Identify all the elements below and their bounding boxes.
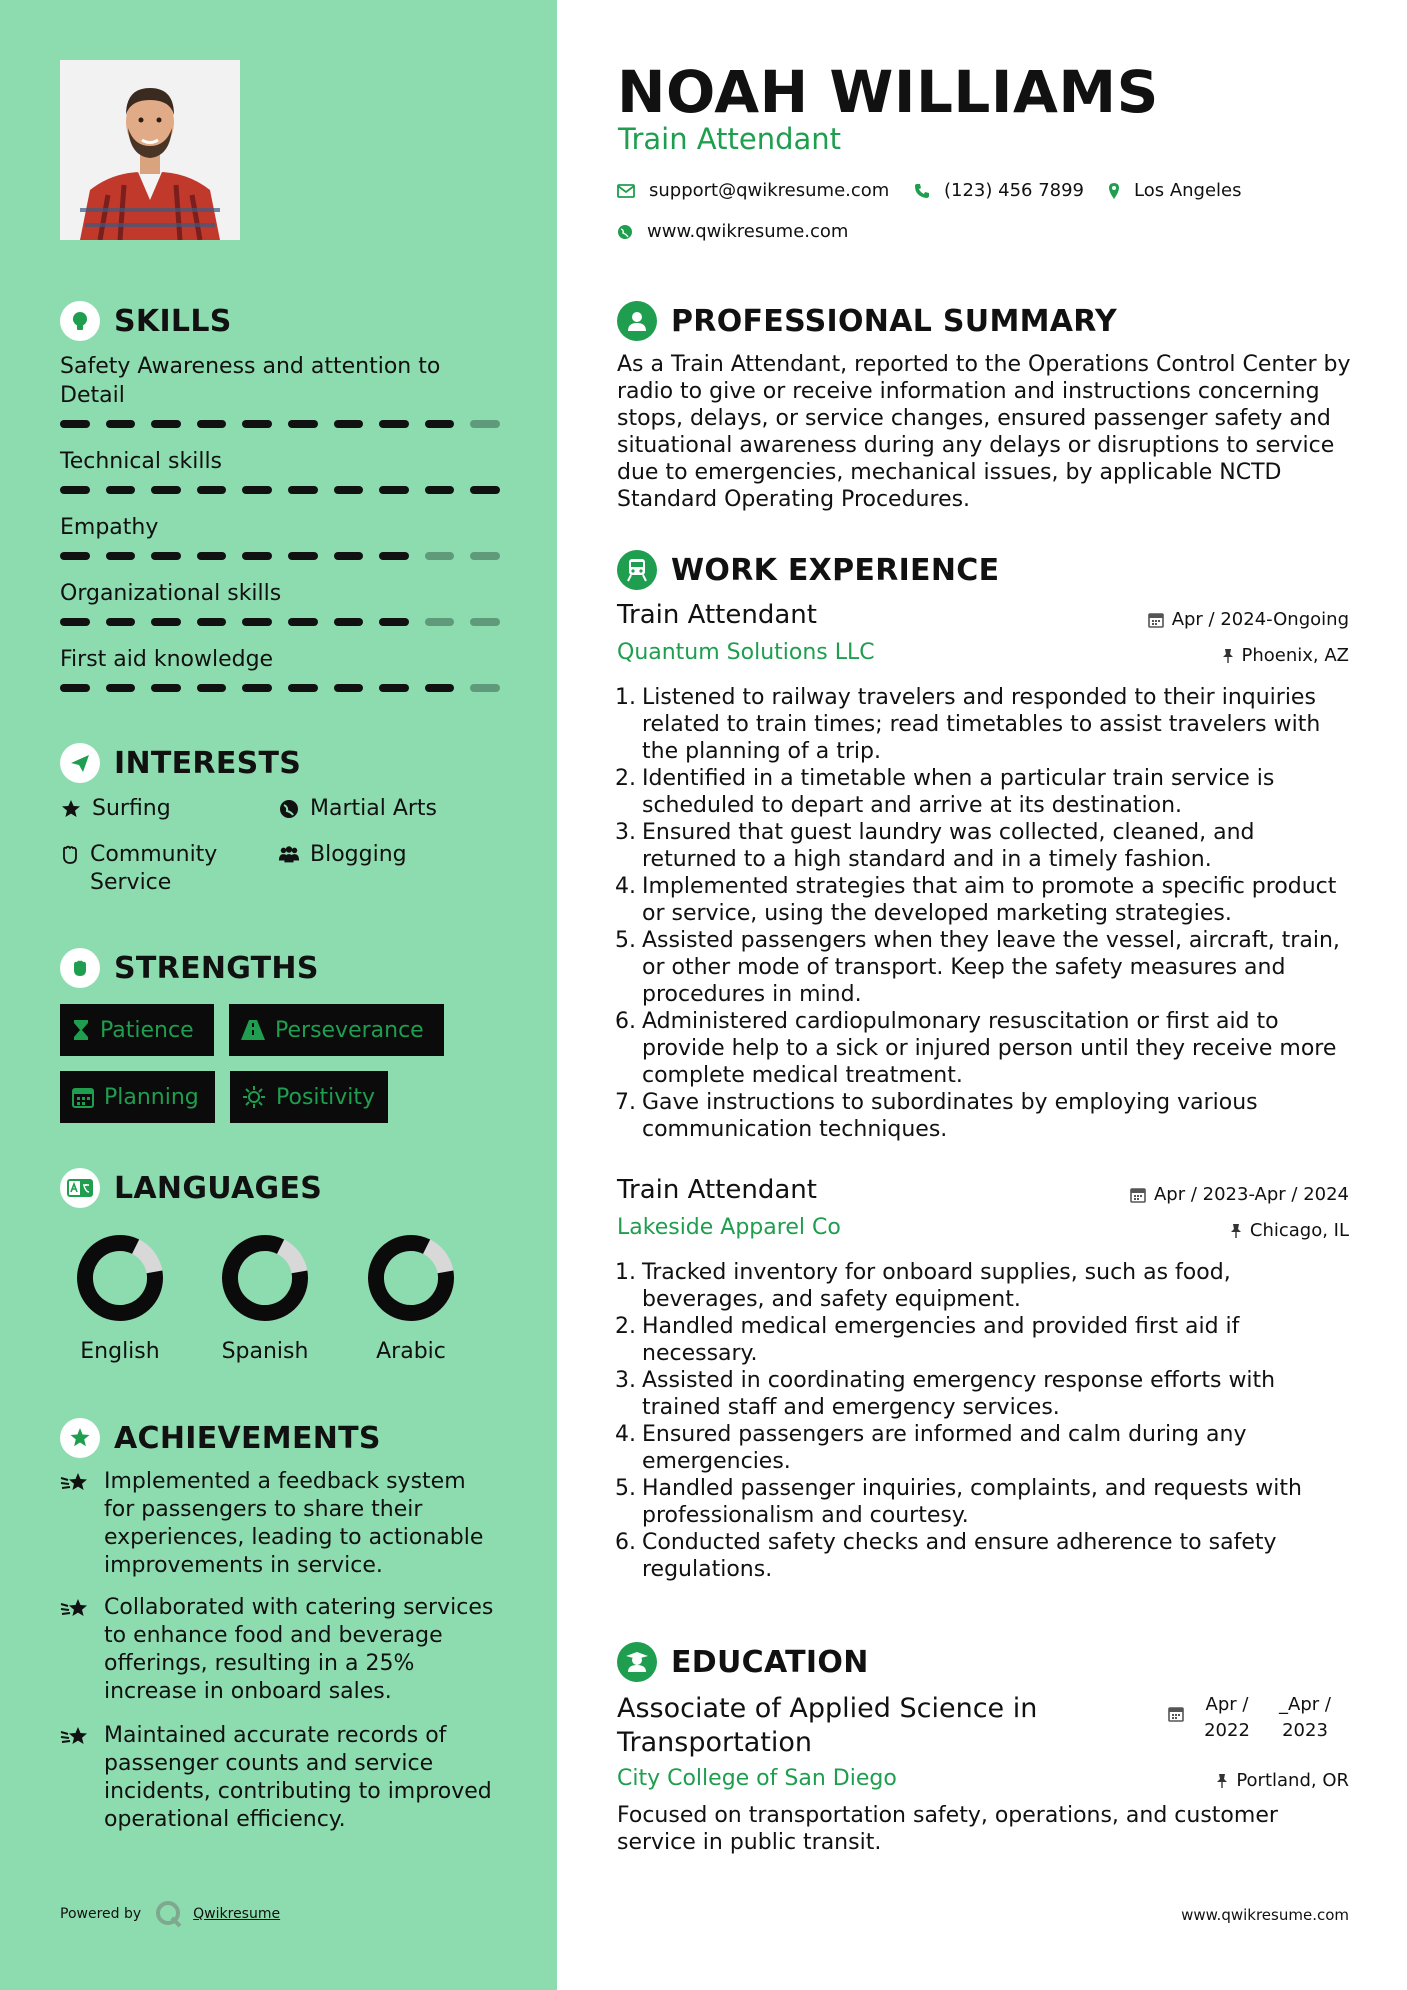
language-item <box>50 1233 190 1364</box>
skill-dash <box>425 618 455 626</box>
skill-dash <box>334 618 364 626</box>
summary-text: As a Train Attendant, reported to the Operations Control Center by radio to give or receive information and instructions concerning stops, delays, or service changes, ensured passenger safety and situational awareness during any delays or disruptions to service due to emergencies, mechanical issues, by applicable NCTD Standard Operating Procedures. <box>617 352 1351 512</box>
hand-icon <box>60 841 80 869</box>
interest-label: Martial Arts <box>310 796 438 821</box>
skill-dash <box>470 684 500 692</box>
skill-dash <box>197 420 227 428</box>
train-icon <box>617 550 657 590</box>
pushpin-icon <box>1222 648 1234 664</box>
skill-dash <box>470 486 500 494</box>
interest-label: Community Service <box>90 842 218 895</box>
strengths-heading <box>60 948 319 988</box>
award-star-icon <box>60 1418 100 1458</box>
experience-heading <box>617 550 999 590</box>
skill-dash <box>288 552 318 560</box>
strength-label: Positivity <box>276 1084 376 1110</box>
education-start: Apr / 2022 <box>1204 1694 1250 1741</box>
skill-dash <box>288 618 318 626</box>
company-name: Lakeside Apparel Co <box>617 1215 841 1240</box>
achievements-heading <box>60 1418 381 1458</box>
profile-photo <box>60 60 240 240</box>
languages-heading <box>60 1168 322 1208</box>
duty-item: 5. Handled passenger inquiries, complaints, and requests with professionalism and courtesy. <box>612 1475 1352 1529</box>
duty-item: 3. Ensured that guest laundry was collected, cleaned, and returned to a high standard and in a timely fashion. <box>612 819 1352 873</box>
powered-by <box>60 1900 280 1928</box>
skill-dash <box>334 486 364 494</box>
skill-dash <box>60 486 90 494</box>
duty-item: 6. Conducted safety checks and ensure adherence to safety regulations. <box>612 1529 1352 1583</box>
achievement-text: Implemented a feedback system for passengers to share their experiences, leading to actionable improvements in service. <box>104 1469 484 1578</box>
achievement-item <box>60 1722 500 1834</box>
skill-name: Organizational skills <box>60 581 282 606</box>
skill-dash <box>334 420 364 428</box>
skill-level-bar <box>60 684 500 692</box>
skill-level-bar <box>60 420 500 428</box>
graduate-icon <box>617 1642 657 1682</box>
skill-dash <box>334 684 364 692</box>
section-title: STRENGTHS <box>114 950 319 986</box>
skill-dash <box>60 420 90 428</box>
skill-dash <box>425 684 455 692</box>
globe-icon <box>617 224 633 240</box>
job-location-text: Phoenix, AZ <box>1241 645 1349 666</box>
skill-dash <box>106 486 136 494</box>
paper-plane-icon <box>60 743 100 783</box>
shooting-star-icon <box>60 1468 94 1580</box>
skill-dash <box>288 684 318 692</box>
strength-badge <box>229 1004 444 1056</box>
skill-dash <box>242 552 272 560</box>
duty-item: 1. Tracked inventory for onboard supplies, such as food, beverages, and safety equipment. <box>612 1259 1352 1313</box>
pushpin-icon <box>1230 1223 1242 1239</box>
sun-icon <box>242 1085 266 1109</box>
skill-dash <box>197 618 227 626</box>
skill-dash <box>151 684 181 692</box>
interest-label: Blogging <box>310 842 407 867</box>
strength-badge <box>60 1071 215 1123</box>
skill-dash <box>288 420 318 428</box>
strength-label: Perseverance <box>275 1017 424 1043</box>
star-icon <box>60 795 82 823</box>
skill-dash <box>151 486 181 494</box>
skill-dash <box>379 618 409 626</box>
footer-url[interactable]: www.qwikresume.com <box>1181 1906 1349 1924</box>
skill-dash <box>197 552 227 560</box>
skill-dash <box>470 420 500 428</box>
skill-item <box>60 513 500 560</box>
envelope-icon <box>617 184 635 198</box>
lightbulb-icon <box>60 301 100 341</box>
skill-dash <box>60 552 90 560</box>
skill-dash <box>151 420 181 428</box>
contact-location <box>1108 180 1242 201</box>
strength-label: Planning <box>104 1084 199 1110</box>
powered-by-label: Powered by <box>60 1906 142 1922</box>
section-title: ACHIEVEMENTS <box>114 1420 381 1456</box>
globe-icon <box>278 795 300 823</box>
skill-item <box>60 645 500 692</box>
duty-item: 4. Ensured passengers are informed and calm during any emergencies. <box>612 1421 1352 1475</box>
strength-label: Patience <box>100 1017 194 1043</box>
duty-text: Assisted in coordinating emergency response efforts with trained staff and emergency services. <box>642 1368 1276 1420</box>
job-dates <box>1130 1184 1349 1205</box>
skill-level-bar <box>60 552 500 560</box>
fist-icon <box>60 948 100 988</box>
skill-dash <box>425 486 455 494</box>
duty-item: 7. Gave instructions to subordinates by employing various communication techniques. <box>612 1089 1352 1143</box>
pushpin-icon <box>1216 1773 1228 1789</box>
skill-dash <box>106 684 136 692</box>
qwikresume-link[interactable]: Qwikresume <box>193 1906 281 1922</box>
duty-item: 5. Assisted passengers when they leave the vessel, aircraft, train, or other mode of transport. Keep the safety measures and procedures in mind. <box>612 927 1352 1008</box>
education-end: _Apr / 2023 <box>1279 1694 1331 1741</box>
skill-item <box>60 579 500 626</box>
education-location <box>1216 1770 1349 1791</box>
duties-list <box>612 1259 1352 1583</box>
interest-item <box>278 841 407 869</box>
phone-icon <box>914 183 930 199</box>
candidate-role: Train Attendant <box>618 122 842 156</box>
skill-dash <box>242 618 272 626</box>
skill-dash <box>106 552 136 560</box>
skill-dash <box>425 552 455 560</box>
skill-dash <box>60 618 90 626</box>
duty-text: Handled passenger inquiries, complaints, and requests with professionalism and courtesy. <box>642 1476 1302 1528</box>
phone-text: (123) 456 7899 <box>944 180 1085 201</box>
achievement-text: Maintained accurate records of passenger counts and service incidents, contributing to improved operational efficiency. <box>104 1723 492 1832</box>
skill-dash <box>60 684 90 692</box>
skill-dash <box>470 618 500 626</box>
candidate-name: NOAH WILLIAMS <box>617 58 1159 126</box>
section-title: WORK EXPERIENCE <box>671 552 1000 588</box>
skill-dash <box>151 618 181 626</box>
language-name: English <box>80 1339 160 1364</box>
strength-badge <box>60 1004 214 1056</box>
skill-dash <box>197 486 227 494</box>
interest-item <box>278 795 437 823</box>
achievement-item <box>60 1594 500 1706</box>
job-location <box>1230 1220 1349 1241</box>
hourglass-icon <box>72 1019 90 1041</box>
skill-name: First aid knowledge <box>60 647 274 672</box>
duty-text: Handled medical emergencies and provided first aid if necessary. <box>642 1314 1240 1366</box>
interests-heading <box>60 743 301 783</box>
education-description: Focused on transportation safety, operations, and customer service in public transit. <box>617 1803 1278 1855</box>
duty-text: Tracked inventory for onboard supplies, such as food, beverages, and safety equipment. <box>642 1260 1231 1312</box>
skill-dash <box>288 486 318 494</box>
skill-level-bar <box>60 486 500 494</box>
skill-dash <box>334 552 364 560</box>
contact-email <box>617 180 889 201</box>
achievement-text: Collaborated with catering services to enhance food and beverage offerings, resulting in a 25% increase in onboard sales. <box>104 1595 494 1704</box>
language-item <box>195 1233 335 1364</box>
skill-dash <box>151 552 181 560</box>
shooting-star-icon <box>60 1722 94 1834</box>
map-pin-icon <box>1108 182 1120 200</box>
skill-dash <box>379 552 409 560</box>
language-level-ring <box>75 1233 165 1323</box>
shooting-star-icon <box>60 1594 94 1706</box>
contact-phone <box>914 180 1084 201</box>
duty-text: Identified in a timetable when a particular train service is scheduled to depart and arrive at its destination. <box>642 766 1275 818</box>
language-name: Arabic <box>376 1339 446 1364</box>
section-title: SKILLS <box>114 303 232 339</box>
skill-dash <box>242 684 272 692</box>
duty-item: 4. Implemented strategies that aim to promote a specific product or service, using the developed marketing strategies. <box>612 873 1352 927</box>
duty-item: 3. Assisted in coordinating emergency response efforts with trained staff and emergency services. <box>612 1367 1352 1421</box>
achievement-item <box>60 1468 500 1580</box>
duty-text: Conducted safety checks and ensure adherence to safety regulations. <box>642 1530 1277 1582</box>
language-item <box>341 1233 481 1364</box>
skill-dash <box>379 684 409 692</box>
skill-dash <box>106 618 136 626</box>
interest-item <box>60 841 250 897</box>
calendar-icon <box>1148 612 1164 628</box>
section-title: EDUCATION <box>671 1644 869 1680</box>
language-level-ring <box>220 1233 310 1323</box>
users-icon <box>278 841 300 869</box>
skills-heading <box>60 301 232 341</box>
job-location-text: Chicago, IL <box>1249 1220 1349 1241</box>
skill-dash <box>470 552 500 560</box>
road-icon <box>241 1020 265 1040</box>
degree-title: Associate of Applied Science in Transportation <box>617 1693 1038 1758</box>
duty-text: Implemented strategies that aim to promote a specific product or service, using the developed marketing strategies. <box>642 874 1337 926</box>
duty-item: 2. Identified in a timetable when a particular train service is scheduled to depart and arrive at its destination. <box>612 765 1352 819</box>
education-dates <box>1168 1692 1340 1744</box>
translate-icon <box>60 1168 100 1208</box>
strength-badge <box>230 1071 388 1123</box>
skill-name: Safety Awareness and attention to Detail <box>60 354 441 408</box>
school-name: City College of San Diego <box>617 1766 897 1791</box>
section-title: LANGUAGES <box>114 1170 323 1206</box>
location-text: Los Angeles <box>1134 180 1242 201</box>
duty-item: 2. Handled medical emergencies and provided first aid if necessary. <box>612 1313 1352 1367</box>
duty-text: Ensured passengers are informed and calm during any emergencies. <box>642 1422 1247 1474</box>
job-title: Train Attendant <box>617 600 817 630</box>
skill-dash <box>379 420 409 428</box>
website-text[interactable]: www.qwikresume.com <box>647 221 849 242</box>
interest-label: Surfing <box>92 796 171 821</box>
qwikresume-logo-icon <box>155 1900 183 1928</box>
calendar-icon <box>1168 1706 1184 1722</box>
job-dates-text: Apr / 2023-Apr / 2024 <box>1153 1184 1349 1205</box>
skill-dash <box>197 684 227 692</box>
duty-text: Gave instructions to subordinates by employing various communication techniques. <box>642 1090 1258 1142</box>
calendar-icon <box>1130 1187 1146 1203</box>
contact-website <box>617 221 848 242</box>
duty-text: Administered cardiopulmonary resuscitation or first aid to provide help to a sick or injured person until they receive more complete medical treatment. <box>642 1009 1337 1088</box>
skill-dash <box>425 420 455 428</box>
education-heading <box>617 1642 869 1682</box>
summary-heading <box>617 301 1117 341</box>
interest-item <box>60 795 171 823</box>
job-title: Train Attendant <box>617 1175 817 1205</box>
sidebar <box>0 0 557 1990</box>
skill-name: Empathy <box>60 515 159 540</box>
skill-dash <box>106 420 136 428</box>
skill-item <box>60 447 500 494</box>
duty-item: 1. Listened to railway travelers and responded to their inquiries related to train times; read timetables to assist travelers with the planning of a trip. <box>612 684 1352 765</box>
duty-text: Listened to railway travelers and responded to their inquiries related to train times; read timetables to assist travelers with the planning of a trip. <box>642 685 1321 764</box>
section-title: PROFESSIONAL SUMMARY <box>671 303 1118 339</box>
skill-item <box>60 352 500 428</box>
job-location <box>1222 645 1350 666</box>
job-dates <box>1148 609 1349 630</box>
duty-item: 6. Administered cardiopulmonary resuscitation or first aid to provide help to a sick or injured person until they receive more complete medical treatment. <box>612 1008 1352 1089</box>
company-name: Quantum Solutions LLC <box>617 640 875 665</box>
skill-name: Technical skills <box>60 449 223 474</box>
user-icon <box>617 301 657 341</box>
education-location-text: Portland, OR <box>1236 1770 1349 1791</box>
calendar-icon <box>72 1086 94 1108</box>
skill-dash <box>242 420 272 428</box>
duty-text: Assisted passengers when they leave the vessel, aircraft, train, or other mode of transport. Keep the safety measures and procedures in mind. <box>642 928 1340 1007</box>
duties-list <box>612 684 1352 1143</box>
skill-level-bar <box>60 618 500 626</box>
language-level-ring <box>366 1233 456 1323</box>
language-name: Spanish <box>221 1339 309 1364</box>
skill-dash <box>242 486 272 494</box>
skill-dash <box>379 486 409 494</box>
section-title: INTERESTS <box>114 745 302 781</box>
duty-text: Ensured that guest laundry was collected, cleaned, and returned to a high standard and in a timely fashion. <box>642 820 1255 872</box>
job-dates-text: Apr / 2024-Ongoing <box>1171 609 1349 630</box>
email-text[interactable]: support@qwikresume.com <box>649 180 890 201</box>
